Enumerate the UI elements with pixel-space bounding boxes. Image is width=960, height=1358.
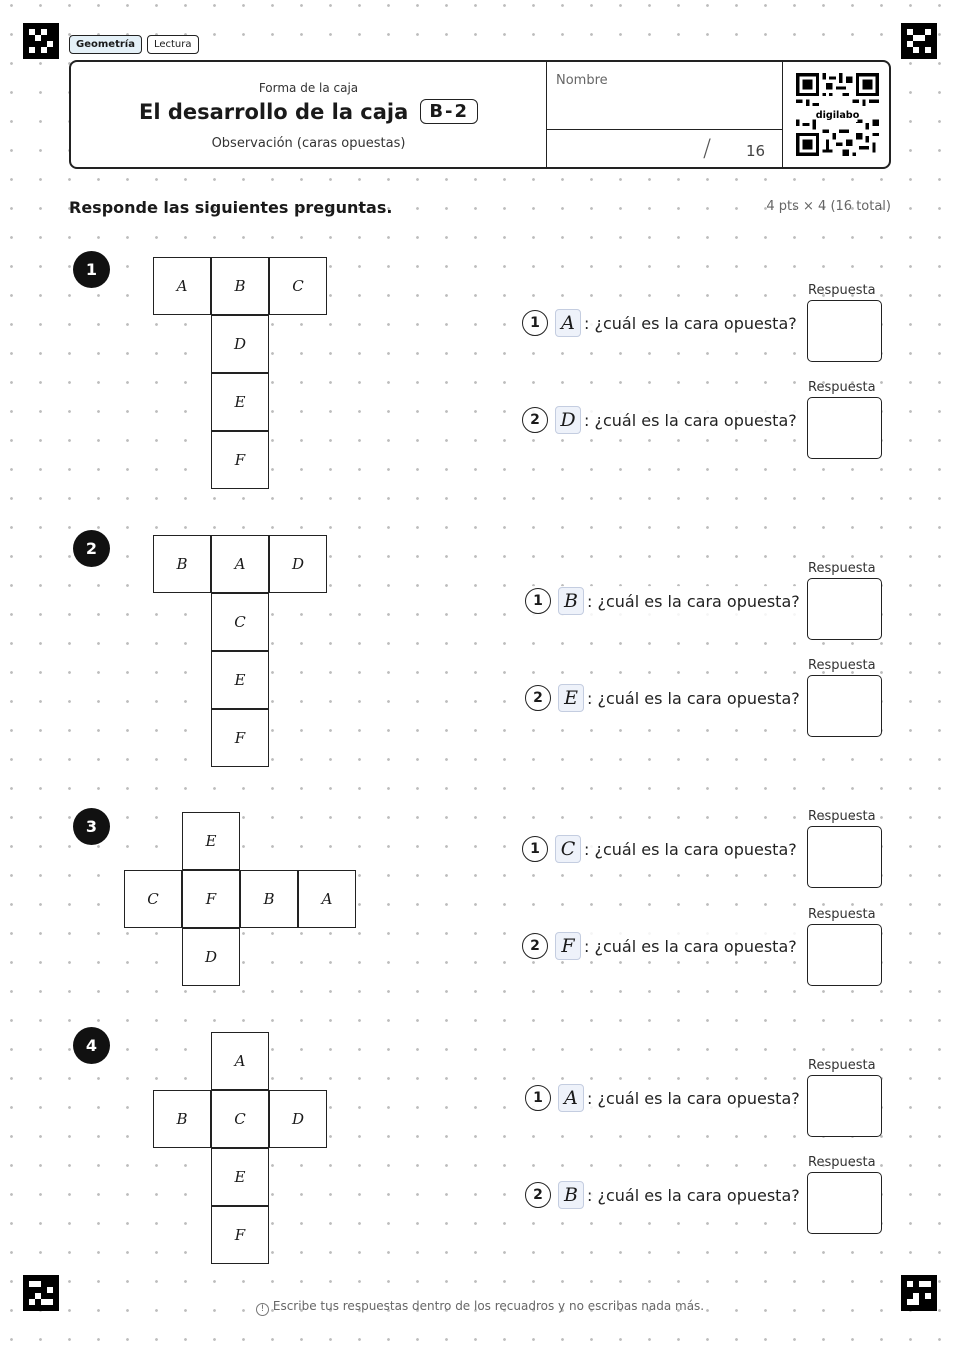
question-4-2 [525,1180,800,1210]
face-letter: C [555,835,581,863]
problem-1-number: 1 [73,251,110,288]
net-cell: C [211,1090,269,1148]
question-number: 2 [522,933,548,959]
net-cell: A [153,257,211,315]
net-cell: C [269,257,327,315]
tag-geometry: Geometría [69,35,142,54]
header-title-row [71,99,546,124]
net-cell: B [211,257,269,315]
net-cell: F [211,1206,269,1264]
problem-3-number: 3 [73,808,110,845]
face-letter: A [555,309,581,337]
question-4-1 [525,1083,800,1113]
question-text: : ¿cuál es la cara opuesta? [587,1088,800,1108]
question-number: 2 [522,407,548,433]
worksheet-header [69,60,891,169]
answer-label: Respuesta [808,809,876,824]
net-cell: E [182,812,240,870]
question-number: 1 [522,836,548,862]
face-letter: A [558,1084,584,1112]
net-cell: C [124,870,182,928]
subject-tags [69,35,199,54]
footer-note [0,1299,960,1316]
answer-box-1-2[interactable] [807,397,882,459]
corner-marker-top-left [23,23,59,59]
net-cell: E [211,373,269,431]
header-super-title: Forma de la caja [258,81,359,95]
face-letter: B [558,1181,584,1209]
qr-area [782,62,889,167]
net-cell: D [182,928,240,986]
page-title: El desarrollo de la caja [138,99,409,124]
name-divider [547,129,782,130]
qr-code-icon [796,73,879,156]
answer-label: Respuesta [808,1155,876,1170]
answer-box-4-2[interactable] [807,1172,882,1234]
face-letter: E [558,684,584,712]
question-number: 1 [522,310,548,336]
net-cell: B [153,1090,211,1148]
face-letter: D [555,406,581,434]
answer-label: Respuesta [808,1058,876,1073]
problem-4-number: 4 [73,1027,110,1064]
question-number: 1 [525,1085,551,1111]
question-1-2 [522,405,797,435]
answer-box-3-1[interactable] [807,826,882,888]
name-label: Nombre [556,73,608,88]
footer-text: Escribe tus respuestas dentro de los recuadros y no escribas nada más. [272,1299,705,1313]
net-cell: B [240,870,298,928]
question-1-1 [522,308,797,338]
info-icon: ! [256,1303,269,1316]
net-cell: E [211,651,269,709]
net-cell: B [153,535,211,593]
header-subtitle: Observación (caras opuestas) [211,136,406,151]
net-cell: C [211,593,269,651]
worksheet-code: B-2 [420,99,478,124]
tag-reading: Lectura [147,35,199,54]
answer-box-4-1[interactable] [807,1075,882,1137]
problem-2-number: 2 [73,530,110,567]
name-score-area[interactable] [546,62,782,167]
net-cell: A [211,535,269,593]
net-cell: F [182,870,240,928]
points-info: 4 pts × 4 (16 total) [766,199,891,214]
question-3-2 [522,931,797,961]
answer-box-2-2[interactable] [807,675,882,737]
face-letter: F [555,932,581,960]
answer-label: Respuesta [808,658,876,673]
face-letter: B [558,587,584,615]
corner-marker-top-right [901,23,937,59]
net-cell: F [211,709,269,767]
net-cell: D [269,535,327,593]
answer-box-3-2[interactable] [807,924,882,986]
net-cell: D [269,1090,327,1148]
net-cell: F [211,431,269,489]
answer-box-1-1[interactable] [807,300,882,362]
answer-label: Respuesta [808,561,876,576]
net-cell: D [211,315,269,373]
answer-box-2-1[interactable] [807,578,882,640]
question-number: 2 [525,685,551,711]
net-cell: A [298,870,356,928]
question-text: : ¿cuál es la cara opuesta? [584,839,797,859]
question-number: 1 [525,588,551,614]
score-total: 16 [746,142,766,160]
qr-brand-text: digilabo [815,110,860,122]
question-text: : ¿cuál es la cara opuesta? [587,1185,800,1205]
instructions: Responde las siguientes preguntas. [69,198,393,217]
answer-label: Respuesta [808,380,876,395]
question-text: : ¿cuál es la cara opuesta? [584,313,797,333]
question-3-1 [522,834,797,864]
question-2-1 [525,586,800,616]
net-cell: E [211,1148,269,1206]
question-number: 2 [525,1182,551,1208]
question-text: : ¿cuál es la cara opuesta? [587,688,800,708]
question-text: : ¿cuál es la cara opuesta? [584,410,797,430]
question-2-2 [525,683,800,713]
score-slash: / [703,134,712,162]
answer-label: Respuesta [808,283,876,298]
answer-label: Respuesta [808,907,876,922]
question-text: : ¿cuál es la cara opuesta? [587,591,800,611]
question-text: : ¿cuál es la cara opuesta? [584,936,797,956]
net-cell: A [211,1032,269,1090]
header-title-area [71,62,546,167]
